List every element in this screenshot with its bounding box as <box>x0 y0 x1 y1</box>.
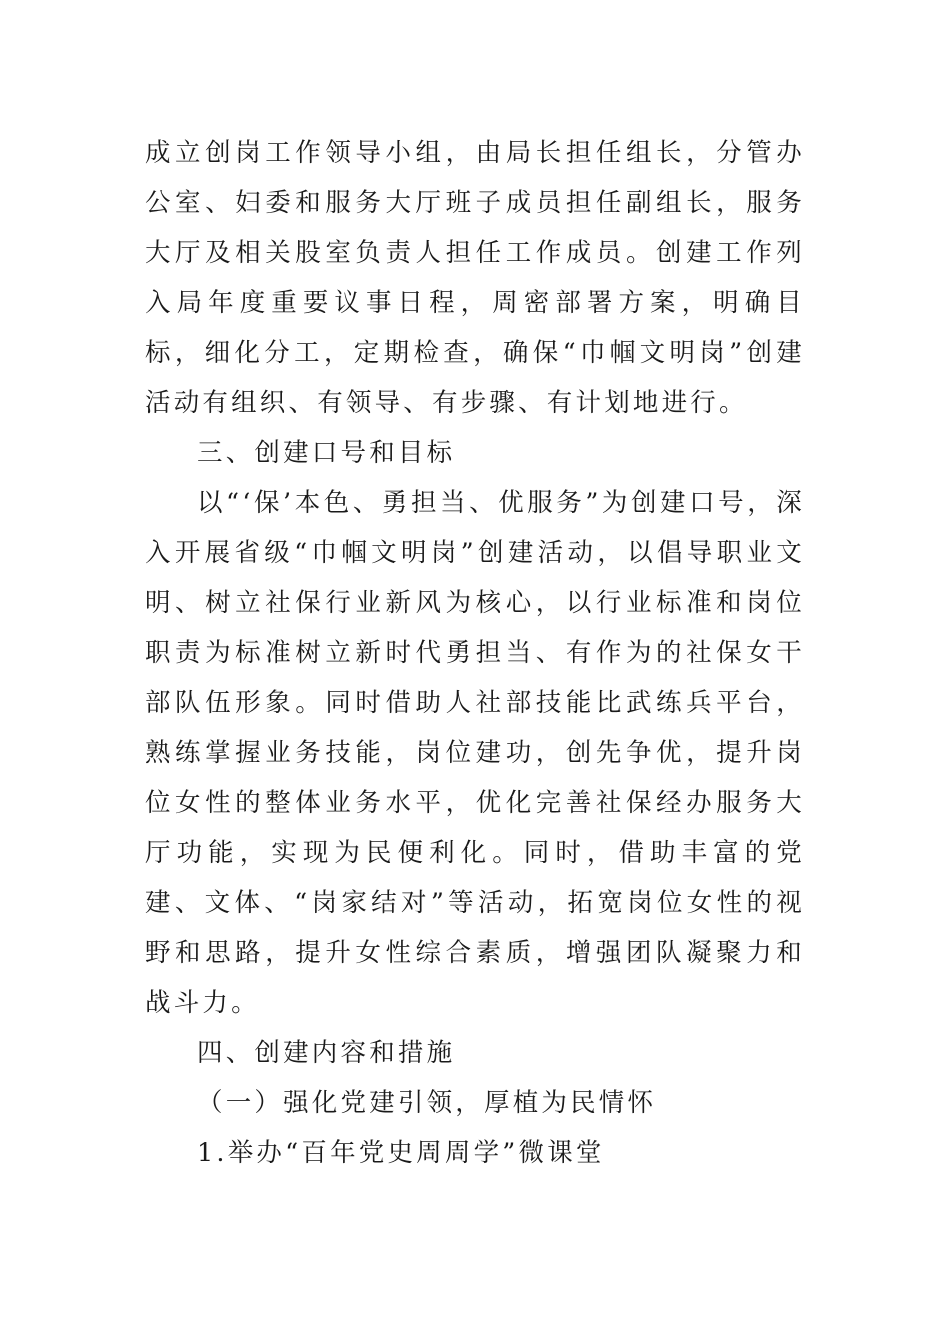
document-page <box>145 128 805 1178</box>
subsection-heading-party-building: （一）强化党建引领，厚植为民情怀 <box>197 1088 657 1118</box>
section-heading-slogan-goals: 三、创建口号和目标 <box>197 438 456 468</box>
paragraph-leadership-group: 成立创岗工作领导小组，由局长担任组长，分管办公室、妇委和服务大厅班子成员担任副组长，服务大厅及相关股室负责人担任工作成员。创建工作列入局年度重要议事日程，周密部署方案，明确目标，细化分工，定期检查，确保“巾帼文明岗”创建活动有组织、有领导、有步骤、有计划地进行。 <box>145 138 805 418</box>
paragraph-slogan-goals: 以“‘保’本色、勇担当、优服务”为创建口号，深入开展省级“巾帼文明岗”创建活动，以倡导职业文明、树立社保行业新风为核心，以行业标准和岗位职责为标准树立新时代勇担当、有作为的社保女干部队伍形象。同时借助人社部技能比武练兵平台，熟练掌握业务技能，岗位建功，创先争优，提升岗位女性的整体业务水平，优化完善社保经办服务大厅功能，实现为民便利化。同时，借助丰富的党建、文体、“岗家结对”等活动，拓宽岗位女性的视野和思路，提升女性综合素质，增强团队凝聚力和战斗力。 <box>145 488 805 1018</box>
section-heading-content-measures: 四、创建内容和措施 <box>197 1038 456 1068</box>
item-heading-micro-class: 1.举办“百年党史周周学”微课堂 <box>197 1138 605 1168</box>
